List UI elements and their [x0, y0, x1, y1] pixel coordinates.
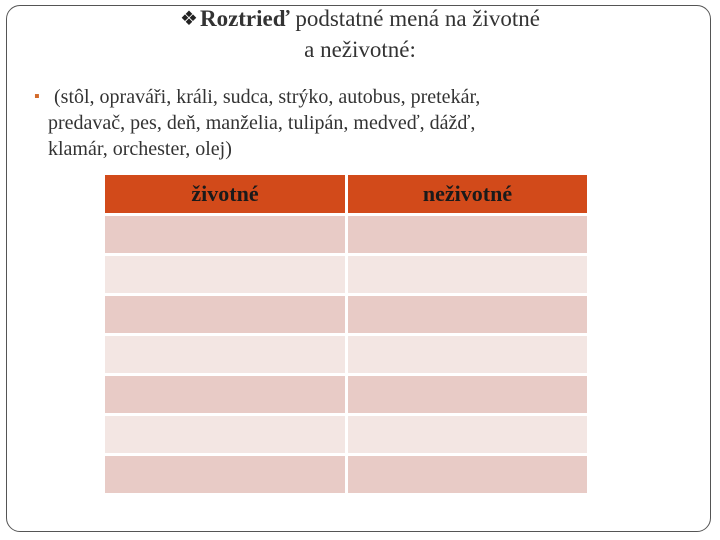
- table-row: [105, 335, 587, 375]
- table-header-row: [105, 175, 587, 215]
- slide-title: [0, 4, 720, 65]
- title-line-2: a neživotné:: [304, 37, 416, 62]
- cell-animate[interactable]: [105, 335, 347, 375]
- title-line-1: [0, 4, 720, 35]
- diamond-bullet-icon: ❖: [180, 8, 198, 30]
- title-bold-word: Roztrieď: [199, 6, 290, 31]
- header-animate: životné: [105, 175, 347, 215]
- cell-inanimate[interactable]: [347, 415, 588, 455]
- cell-animate[interactable]: [105, 455, 347, 495]
- cell-animate[interactable]: [105, 415, 347, 455]
- table-row: [105, 295, 587, 335]
- cell-animate[interactable]: [105, 215, 347, 255]
- cell-animate[interactable]: [105, 255, 347, 295]
- title-rest: podstatné mená na životné: [289, 6, 540, 31]
- cell-inanimate[interactable]: [347, 295, 588, 335]
- cell-inanimate[interactable]: [347, 375, 588, 415]
- cell-inanimate[interactable]: [347, 255, 588, 295]
- sorting-table: [105, 175, 587, 496]
- header-inanimate: neživotné: [347, 175, 588, 215]
- cell-animate[interactable]: [105, 375, 347, 415]
- bullet-icon: ▪: [34, 88, 40, 105]
- cell-inanimate[interactable]: [347, 215, 588, 255]
- table-row: [105, 375, 587, 415]
- cell-inanimate[interactable]: [347, 335, 588, 375]
- word-list: [48, 84, 688, 162]
- cell-animate[interactable]: [105, 295, 347, 335]
- table-row: [105, 455, 587, 495]
- word-list-line-2: predavač, pes, deň, manželia, tulipán, medveď, dážď,: [48, 112, 476, 134]
- table-row: [105, 415, 587, 455]
- table-row: [105, 255, 587, 295]
- word-list-line-1: (stôl, opraváři, králi, sudca, strýko, autobus, pretekár,: [54, 86, 481, 108]
- word-list-line-3: klamár, orchester, olej): [48, 138, 232, 160]
- cell-inanimate[interactable]: [347, 455, 588, 495]
- table-row: [105, 215, 587, 255]
